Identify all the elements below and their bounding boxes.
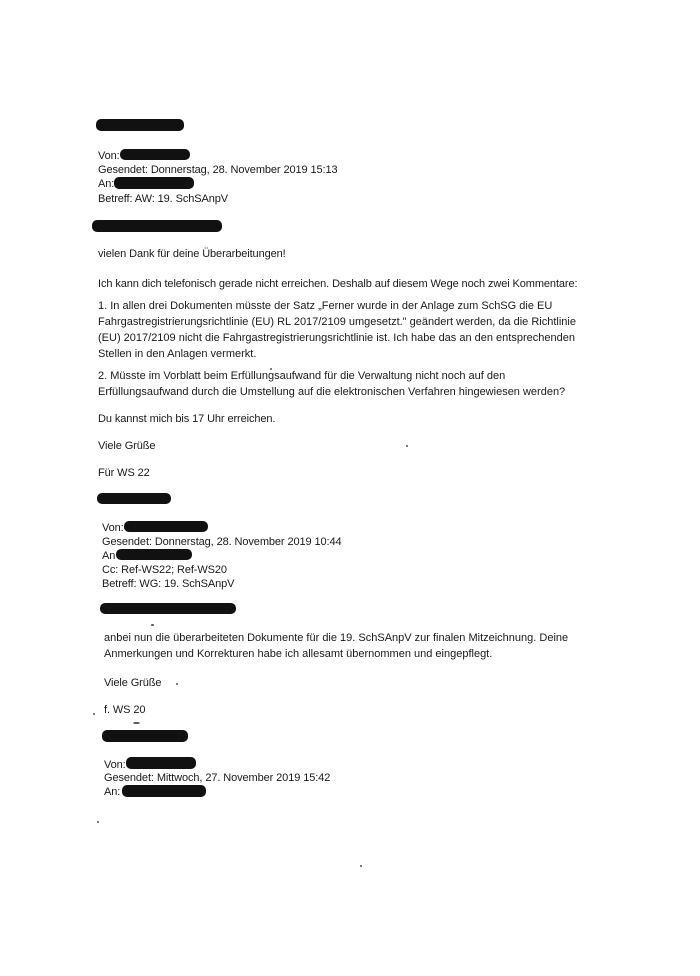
email1-from-label: Von: bbox=[98, 150, 120, 162]
scan-speck bbox=[270, 368, 272, 370]
email2-signature: f. WS 20 bbox=[104, 704, 146, 716]
email2-sent-line: Gesendet: Donnerstag, 28. November 2019 10:44 bbox=[102, 536, 342, 548]
email1-signature: Für WS 22 bbox=[98, 467, 150, 479]
redacted-sender-name bbox=[96, 119, 184, 131]
scan-speck bbox=[97, 821, 99, 823]
redacted-salutation-2 bbox=[100, 603, 236, 614]
scan-speck bbox=[176, 683, 178, 685]
scan-speck bbox=[133, 722, 140, 724]
redacted-to-address-3 bbox=[122, 785, 206, 797]
email2-to-label: An bbox=[102, 550, 116, 562]
email3-sent-line: Gesendet: Mittwoch, 27. November 2019 15:42 bbox=[104, 772, 331, 784]
scan-speck bbox=[93, 713, 95, 715]
email3-to-label: An: bbox=[104, 786, 121, 798]
email1-to-label: An: bbox=[98, 178, 115, 190]
redacted-salutation bbox=[92, 220, 222, 232]
email1-sent-line: Gesendet: Donnerstag, 28. November 2019 15:13 bbox=[98, 164, 338, 176]
redacted-from-address-2 bbox=[124, 521, 208, 532]
redacted-sender-name-2 bbox=[97, 493, 171, 504]
email1-paragraph-4: Du kannst mich bis 17 Uhr erreichen. bbox=[98, 413, 276, 425]
redacted-to-address-2 bbox=[116, 549, 192, 560]
redacted-sender-name-3 bbox=[102, 730, 188, 742]
email1-paragraph-1: Ich kann dich telefonisch gerade nicht erreichen. Deshalb auf diesem Wege noch zwei Kommentare: bbox=[98, 278, 578, 290]
email1-paragraph-2: 1. In allen drei Dokumenten müsste der Satz „Ferner wurde in der Anlage zum SchSG die EU Fahrgastregistrierungsrichtlinie (EU) RL 2017/2109 umgesetzt." geändert werden, da die Richtlinie (EU) 2017/2109 nicht die Fahrgastregistrierungsrichtlinie ist. Ich habe das an den entsprechenden Stellen in den Anlagen vermerkt. bbox=[98, 300, 576, 360]
email1-greeting: vielen Dank für deine Überarbeitungen! bbox=[98, 248, 286, 260]
redacted-from-address-3 bbox=[126, 757, 196, 769]
email1-paragraph-3: 2. Müsste im Vorblatt beim Erfüllungsaufwand für die Verwaltung nicht noch auf den Erfüllungsaufwand durch die Umstellung auf die elektronischen Verfahren hingewiesen werden? bbox=[98, 370, 566, 398]
email2-from-label: Von: bbox=[102, 522, 124, 534]
email1-closing: Viele Grüße bbox=[98, 440, 156, 452]
email2-cc-line: Cc: Ref-WS22; Ref-WS20 bbox=[102, 564, 227, 576]
email1-subject-line: Betreff: AW: 19. SchSAnpV bbox=[98, 193, 228, 205]
email2-subject-line: Betreff: WG: 19. SchSAnpV bbox=[102, 578, 235, 590]
scan-speck bbox=[360, 865, 362, 867]
email3-from-label: Von: bbox=[104, 759, 126, 771]
email2-paragraph-1: anbei nun die überarbeiteten Dokumente für die 19. SchSAnpV zur finalen Mitzeichnung. Deine Anmerkungen und Korrekturen habe ich allesamt übernommen und eingepflegt. bbox=[104, 632, 569, 660]
redacted-to-address bbox=[114, 177, 194, 189]
redacted-from-address bbox=[120, 149, 190, 160]
scan-speck bbox=[151, 624, 154, 626]
email2-closing: Viele Grüße bbox=[104, 677, 162, 689]
scan-speck bbox=[406, 445, 408, 447]
